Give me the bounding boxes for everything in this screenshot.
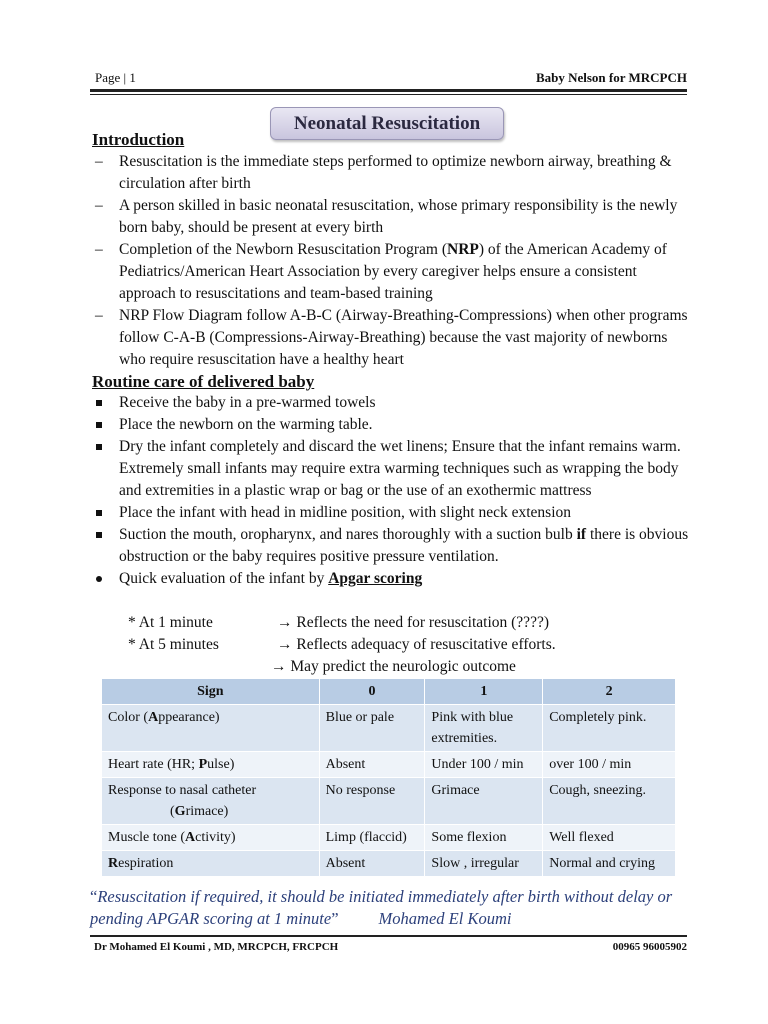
apgar-5min-note: → Reflects adequacy of resuscitative efforts. <box>277 636 556 653</box>
table-cell: Under 100 / min <box>425 752 543 778</box>
routine-care-heading: Routine care of delivered baby <box>92 372 315 391</box>
table-row <box>102 825 676 851</box>
table-cell: Absent <box>319 752 425 778</box>
table-row <box>102 851 676 877</box>
sign-cell <box>102 851 320 877</box>
book-title: Baby Nelson for MRCPCH <box>535 70 687 85</box>
table-cell: Normal and crying <box>543 851 676 877</box>
apgar-5min-label: * At 5 minutes <box>128 636 219 653</box>
if-bold: if <box>576 526 587 543</box>
table-cell: No response <box>319 778 425 825</box>
list-item-text: there is obvious obstruction or the baby requires positive pressure ventilation. <box>119 526 689 565</box>
table-cell: Blue or pale <box>319 705 425 752</box>
routine-care-list <box>92 392 692 590</box>
sign-letter: A <box>184 830 196 845</box>
list-item-text: Place the newborn on the warming table. <box>119 416 373 433</box>
sign-letter: R <box>108 856 119 871</box>
table-cell: Cough, sneezing. <box>543 778 676 825</box>
table-cell: Well flexed <box>543 825 676 851</box>
list-item <box>92 414 692 436</box>
quote-author: Mohamed El Koumi <box>378 909 512 928</box>
sign-text: ulse) <box>207 757 235 772</box>
square-bullet-icon <box>96 510 102 516</box>
quote-mark: “ <box>90 887 98 906</box>
apgar-neuro-note: → May predict the neurologic outcome <box>271 658 516 675</box>
table-row <box>102 705 676 752</box>
sign-cell <box>102 778 320 825</box>
sign-text: ctivity) <box>195 830 236 845</box>
page-header <box>95 68 687 88</box>
list-item <box>92 195 692 239</box>
list-item-text: NRP Flow Diagram follow A-B-C (Airway-Breathing-Compressions) when other programs follow C-A-B (Compressions-Airway-Breathing) because the vast majority of newborns who require resuscitation have a healthy heart <box>119 307 688 368</box>
apgar-1min-note: → Reflects the need for resuscitation (????) <box>277 614 549 631</box>
table-header-row <box>102 679 676 705</box>
table-cell: Absent <box>319 851 425 877</box>
square-bullet-icon <box>96 532 102 538</box>
phone-number: 00965 96005902 <box>612 941 687 953</box>
square-bullet-icon <box>96 400 102 406</box>
column-header: 1 <box>425 679 543 705</box>
list-item <box>92 239 692 305</box>
table-cell: Some flexion <box>425 825 543 851</box>
nrp-bold: NRP <box>447 241 479 258</box>
list-item-text: Quick evaluation of the infant by <box>119 570 329 587</box>
round-bullet-icon <box>96 576 102 582</box>
list-item-text: ) of the American Academy of Pediatrics/American Heart Association by every caregiver helps ensure a consistent approach to resuscitations and team-based training <box>119 241 667 302</box>
list-item-text: Dry the infant completely and discard the wet linens; Ensure that the infant remains warm. Extremely small infants may require extra warming techniques such as wrapping the body and extremities in a plastic wrap or bag or the use of an exothermic mattress <box>119 438 681 499</box>
list-item <box>92 568 692 590</box>
dash-marker: – <box>95 153 103 170</box>
sign-text: Color ( <box>108 710 149 725</box>
closing-quote <box>90 886 690 930</box>
list-item-text: A person skilled in basic neonatal resuscitation, whose primary responsibility is the newly born baby, should be present at every birth <box>119 197 678 236</box>
sign-text: ppearance) <box>158 710 220 725</box>
page-title: Neonatal Resuscitation <box>270 107 504 140</box>
table-cell: over 100 / min <box>543 752 676 778</box>
table-row <box>102 752 676 778</box>
list-item-text: Receive the baby in a pre-warmed towels <box>119 394 376 411</box>
dash-marker: – <box>95 307 103 324</box>
apgar-1min-label: * At 1 minute <box>128 614 213 631</box>
table-cell: Completely pink. <box>543 705 676 752</box>
author-credentials: Dr Mohamed El Koumi , MD, MRCPCH, FRCPCH <box>94 941 339 953</box>
list-item <box>92 436 692 502</box>
list-item <box>92 305 692 371</box>
sign-text: ( <box>170 804 175 819</box>
sign-letter: A <box>148 710 159 725</box>
column-header: Sign <box>102 679 320 705</box>
table-cell: Grimace <box>425 778 543 825</box>
apgar-scoring-link-text: Apgar scoring <box>328 570 423 587</box>
sign-letter: G <box>174 804 186 819</box>
list-item-text: Place the infant with head in midline position, with slight neck extension <box>119 504 572 521</box>
sign-cell <box>102 825 320 851</box>
sign-text: rimace) <box>185 804 229 819</box>
header-rule <box>90 89 687 92</box>
apgar-table <box>101 678 676 877</box>
table-cell: Slow , irregular <box>425 851 543 877</box>
column-header: 2 <box>543 679 676 705</box>
sign-text: Response to nasal catheter <box>108 783 257 798</box>
sign-letter: P <box>198 757 208 772</box>
list-item <box>92 502 692 524</box>
column-header: 0 <box>319 679 425 705</box>
introduction-heading: Introduction <box>92 130 185 149</box>
sign-cell <box>102 705 320 752</box>
square-bullet-icon <box>96 444 102 450</box>
sign-text: Muscle tone ( <box>108 830 185 845</box>
square-bullet-icon <box>96 422 102 428</box>
list-item <box>92 151 692 195</box>
header-rule-thin <box>90 94 687 95</box>
list-item <box>92 524 692 568</box>
quote-mark: ” <box>331 909 339 928</box>
quote-text: Resuscitation if required, it should be initiated immediately after birth without delay or pending APGAR scoring at 1 minute <box>90 887 673 928</box>
table-cell: Limp (flaccid) <box>319 825 425 851</box>
introduction-list <box>92 151 692 371</box>
table-cell: Pink with blue extremities. <box>425 705 543 752</box>
list-item <box>92 392 692 414</box>
list-item-text: Suction the mouth, oropharynx, and nares thoroughly with a suction bulb <box>119 526 577 543</box>
sign-text: espiration <box>118 856 174 871</box>
sign-cell <box>102 752 320 778</box>
list-item-text: Resuscitation is the immediate steps performed to optimize newborn airway, breathing & circulation after birth <box>119 153 672 192</box>
page-number: Page | 1 <box>95 70 136 85</box>
footer-rule <box>90 935 687 937</box>
table-row <box>102 778 676 825</box>
dash-marker: – <box>95 241 103 258</box>
sign-text: Heart rate (HR; <box>108 757 199 772</box>
list-item-text: Completion of the Newborn Resuscitation Program ( <box>119 241 448 258</box>
dash-marker: – <box>95 197 103 214</box>
